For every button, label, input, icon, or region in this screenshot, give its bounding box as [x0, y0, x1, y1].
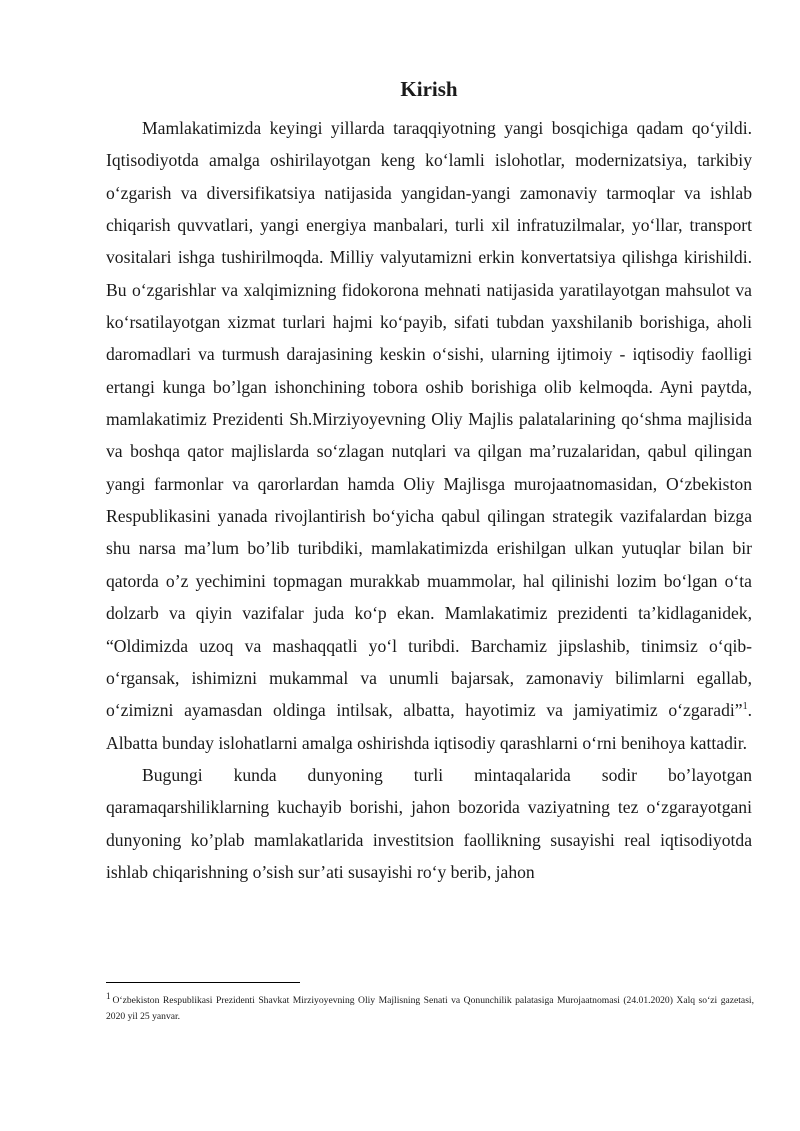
footnote	[106, 988, 754, 1025]
paragraph-1	[106, 112, 752, 759]
footnote-number: 1	[106, 991, 111, 1001]
paragraph-2: Bugungi kunda dunyoning turli mintaqalarida sodir bo’layotgan qaramaqarshiliklarning kuchayib borishi, jahon bozorida vaziyatning tez o‘zgarayotgani dunyoning ko’plab mamlakatlarida investitsion faollikning susayishi real iqtisodiyotda ishlab chiqarishning o’sish sur’ati susayishi ro‘y berib, jahon	[106, 764, 752, 882]
main-body	[106, 112, 752, 888]
paragraph-1-text: Mamlakatimizda keyingi yillarda taraqqiyotning yangi bosqichiga qadam qo‘yildi. Iqtisodiyotda amalga oshirilayotgan keng ko‘lamli islohotlar, modernizatsiya, tarkibiy o‘zgarish va diversifikatsiya natijasida yangidan-yangi zamonaviy tarmoqlar va ishlab chiqarish quvvatlari, yangi energiya manbalari, turli xil infratuzilmalar, yo‘llar, transport vositalari ishga tushirilmoqda. Milliy valyutamizni erkin konvertatsiya qilishga kirishildi. Bu o‘zgarishlar va xalqimizning fidokorona mehnati natijasida yaratilayotgan mahsulot va ko‘rsatilayotgan xizmat turlari hajmi ko‘payib, sifati tubdan yaxshilanib borishiga, aholi daromadlari va turmush darajasining keskin o‘sishi, ularning ijtimoiy - iqtisodiy faolligi ertangi kunga bo’lgan ishonchining tobora oshib borishiga olib kelmoqda. Ayni paytda, mamlakatimiz Prezidenti Sh.Mirziyoyevning Oliy Majlis palatalarining qo‘shma majlisida va boshqa qator majlislarda so‘zlagan nutqlari va qilgan ma’ruzalaridan, qabul qilingan yangi farmonlar va qarorlardan hamda Oliy Majlisga murojaatnomasidan, O‘zbekiston Respublikasini yanada rivojlantirish bo‘yicha qabul qilingan strategik vazifalardan bizga shu narsa ma’lum bo’lib turibdiki, mamlakatimizda erishilgan ulkan yutuqlar bilan bir qatorda o’z yechimini topmagan murakkab muammolar, hal qilinishi lozim bo‘lgan o‘ta dolzarb va qiyin vazifalar juda ko‘p ekan. Mamlakatimiz prezidenti ta’kidlaganidek, “Oldimizda uzoq va mashaqqatli yo‘l turibdi. Barchamiz jipslashib, tinimsiz o‘qib-o‘rgansak, ishimizni mukammal va unumli bajarsak, zamonaviy bilimlarni egallab, o‘zimizni ayamasdan oldinga intilsak, albatta, hayotimiz va jamiyatimiz o‘zgaradi”	[106, 118, 752, 721]
footnote-separator	[106, 982, 300, 983]
footnote-text: O‘zbekiston Respublikasi Prezidenti Shavkat Mirziyoyevning Oliy Majlisning Senati va Qonunchilik palatasiga Murojaatnomasi (24.01.2020) Xalq so‘zi gazetasi, 2020 yil 25 yanvar.	[106, 995, 754, 1023]
footnote-reference[interactable]: 1	[742, 701, 748, 713]
paragraph-1-continuation: . Albatta bunday islohatlarni amalga oshirishda iqtisodiy qarashlarni o‘rni benihoya kattadir.	[106, 700, 752, 753]
page-title: Kirish	[400, 77, 458, 101]
